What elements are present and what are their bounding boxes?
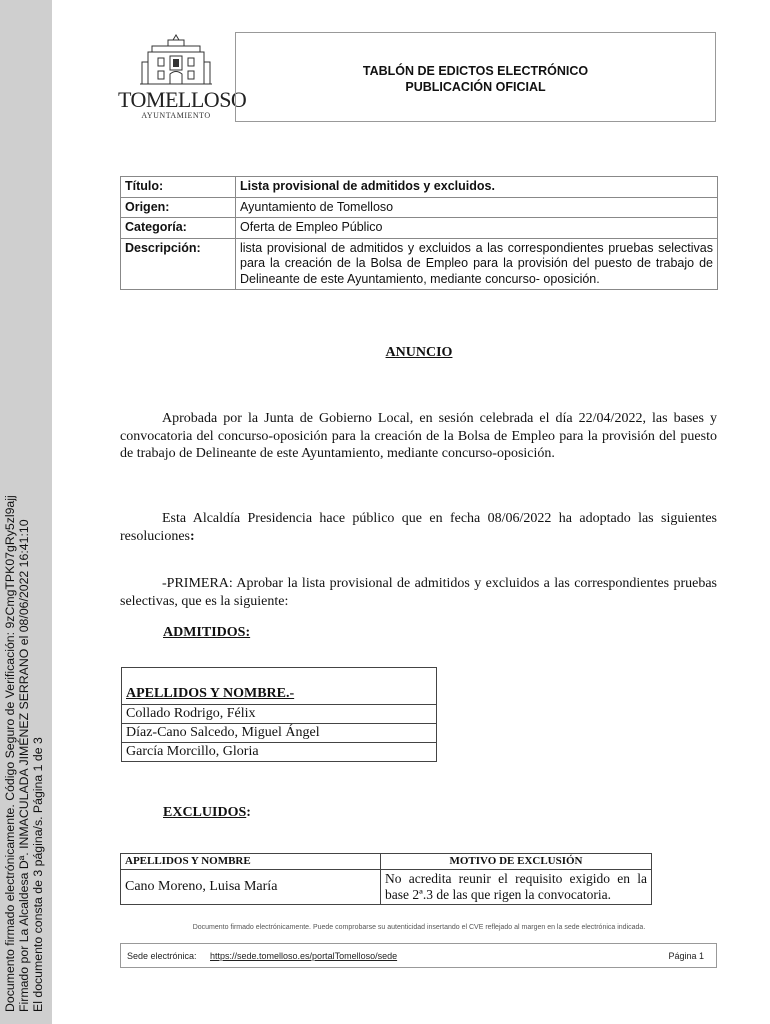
page-number: Página 1 (668, 951, 704, 961)
sede-label: Sede electrónica: (127, 951, 197, 961)
anuncio-heading: ANUNCIO (385, 345, 453, 360)
categoria-label: Categoría: (121, 218, 236, 239)
margin-note-signature: Documento firmado electrónicamente. Código Seguro de Verificación: 9zCmgTPK07gRy5zl9ajj (3, 495, 17, 1012)
excluido-reason: No acredita reunir el requisito exigido en la base 2ª.3 de las que rigen la convocatoria. (381, 870, 652, 905)
authenticity-footnote: Documento firmado electrónicamente. Puede comprobarse su autenticidad insertando el CVE reflejado al margen en la sede electrónica indicada. (192, 924, 646, 931)
categoria-value: Oferta de Empleo Público (236, 218, 718, 239)
page-footer (120, 943, 717, 968)
descripcion-label: Descripción: (121, 238, 236, 290)
excluido-name: Cano Moreno, Luisa María (121, 870, 381, 905)
info-row-descripcion (121, 238, 718, 290)
table-row (121, 870, 652, 905)
margin-note-signer: Firmado por La Alcaldesa Dª. INMACULADA JIMÉNEZ SERRANO el 08/06/2022 16:41:10 (17, 519, 31, 1012)
admitido-name: Díaz-Cano Salcedo, Miguel Ángel (122, 724, 437, 743)
origen-value: Ayuntamiento de Tomelloso (236, 197, 718, 218)
excluidos-col-reason-header: MOTIVO DE EXCLUSIÓN (381, 854, 652, 870)
admitido-name: García Morcillo, Gloria (122, 743, 437, 762)
table-row (122, 724, 437, 743)
admitidos-heading (163, 625, 250, 641)
admitidos-heading-text: ADMITIDOS: (163, 625, 251, 640)
paragraph-resoluciones-colon: : (189, 528, 195, 544)
header-subtitle: PUBLICACIÓN OFICIAL (405, 80, 546, 94)
excluidos-heading (163, 805, 251, 821)
excluidos-header-row (121, 854, 652, 870)
excluidos-col-name-header: APELLIDOS Y NOMBRE (121, 854, 381, 870)
info-row-origen (121, 197, 718, 218)
paragraph-aprobada: Aprobada por la Junta de Gobierno Local, en sesión celebrada el día 22/04/2022, las bases y convocatoria del concurso-oposición para la creación de la Bolsa de Empleo para la provisión del puesto de trabajo de Delineante de este Ayuntamiento, mediante concurso-oposición. (120, 411, 717, 461)
admitido-name: Collado Rodrigo, Félix (122, 705, 437, 724)
sede-link[interactable]: https://sede.tomelloso.es/portalTomelloso/sede (210, 951, 398, 961)
logo-subtitle: AYUNTAMIENTO (141, 111, 211, 120)
origen-label: Origen: (121, 197, 236, 218)
excluidos-heading-colon: : (246, 805, 251, 820)
excluidos-table (120, 853, 652, 905)
paragraph-resoluciones-text: Esta Alcaldía Presidencia hace público que en fecha 08/06/2022 ha adoptado las siguientes resoluciones (120, 511, 717, 544)
header-box (235, 32, 716, 122)
descripcion-value: lista provisional de admitidos y excluidos a las correspondientes pruebas selectivas para la creación de la Bolsa de Empleo para la provisión del puesto de trabajo de Delineante de este Ayuntamiento, mediante concurso- oposición. (236, 238, 718, 290)
paragraph-primera: -PRIMERA: Aprobar la lista provisional de admitidos y excluidos a las correspondientes pruebas selectivas, que es la siguiente: (120, 576, 717, 609)
signature-margin-text (0, 0, 52, 1024)
paragraph-resoluciones (120, 510, 717, 545)
admitidos-header: APELLIDOS Y NOMBRE.- (122, 668, 437, 705)
header-title: TABLÓN DE EDICTOS ELECTRÓNICO (362, 64, 589, 78)
titulo-value: Lista provisional de admitidos y excluidos. (236, 177, 718, 198)
margin-note-pages: El documento consta de 3 página/s. Página 1 de 3 (31, 737, 45, 1012)
table-row (122, 705, 437, 724)
titulo-label: Título: (121, 177, 236, 198)
admitidos-table (121, 667, 437, 762)
table-row (122, 743, 437, 762)
edict-info-table (120, 176, 718, 290)
tomelloso-logo (118, 34, 247, 120)
info-row-titulo (121, 177, 718, 198)
info-row-categoria (121, 218, 718, 239)
town-hall-emblem-icon (118, 34, 234, 88)
admitidos-header-row (122, 668, 437, 705)
excluidos-heading-text: EXCLUIDOS (163, 805, 247, 820)
logo-name: TOMELLOSO (118, 87, 247, 112)
